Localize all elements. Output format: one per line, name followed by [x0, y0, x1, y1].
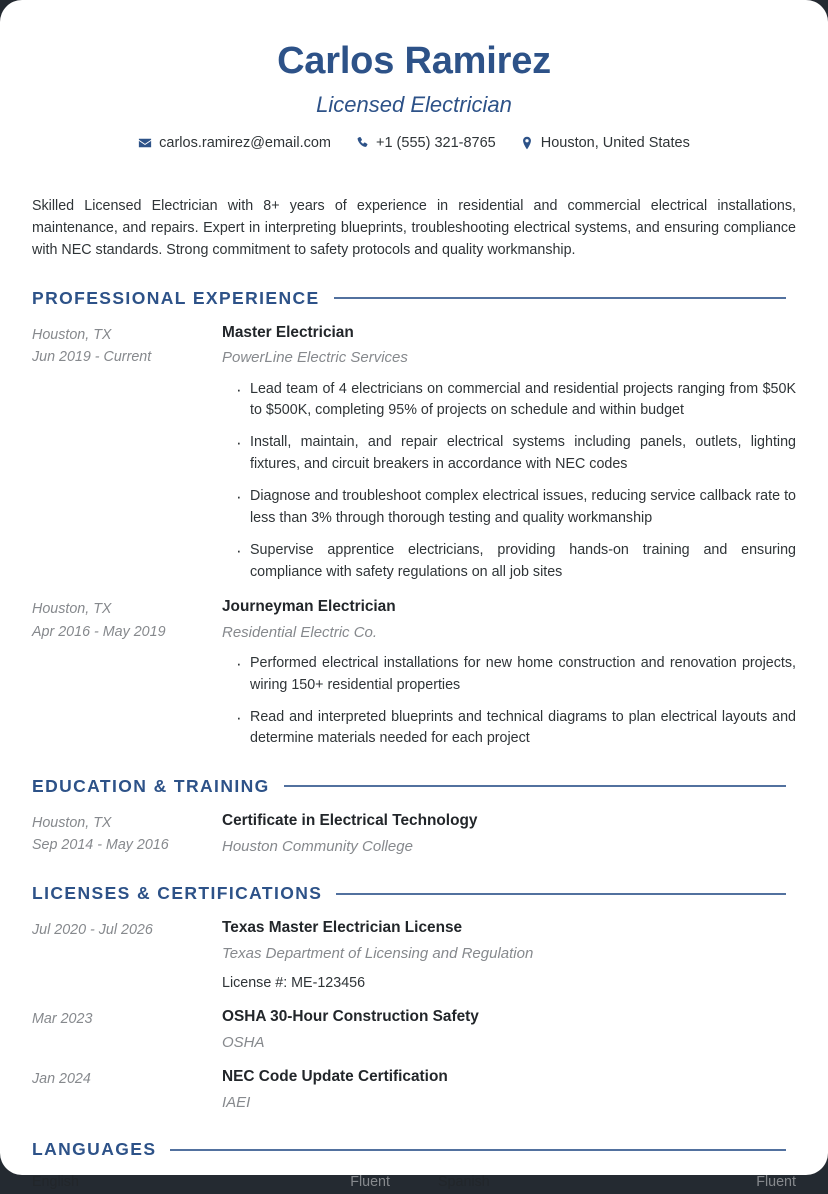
section-divider: [170, 1149, 786, 1151]
section-divider: [334, 297, 786, 299]
license-entry: [32, 918, 796, 993]
entry-meta: [32, 323, 222, 369]
license-entry: [32, 1007, 796, 1053]
entry-location: Houston, TX: [32, 601, 112, 618]
entry-organization: Houston Community College: [222, 837, 413, 855]
entry-body: [222, 918, 796, 993]
language-item: [32, 1172, 390, 1193]
entry-title: Texas Master Electrician License: [222, 919, 463, 937]
contact-email-text: carlos.ramirez@email.com: [159, 135, 331, 152]
envelope-icon: [138, 136, 152, 150]
experience-entry: [32, 597, 796, 750]
entry-organization: PowerLine Electric Services: [222, 349, 408, 367]
section-heading-languages: [32, 1139, 796, 1160]
resume-header: [32, 0, 796, 151]
map-pin-icon: [520, 136, 534, 150]
experience-entry: [32, 323, 796, 584]
job-title: Licensed Electrician: [316, 91, 512, 117]
entry-dates: Jan 2024: [32, 1071, 91, 1088]
section-professional-experience: [32, 288, 796, 750]
entry-body: [222, 811, 796, 857]
list-item: · Install, maintain, and repair electrical systems including panels, outlets, lighting fixtures, and circuit breakers in accordance with NEC codes: [236, 432, 796, 475]
entry-organization: IAEI: [222, 1093, 251, 1111]
entry-location: Houston, TX: [32, 326, 112, 343]
entry-meta: [32, 1007, 222, 1031]
section-title: LANGUAGES: [32, 1139, 157, 1160]
language-item: [438, 1172, 796, 1193]
contact-row: [32, 135, 796, 151]
list-item: · Lead team of 4 electricians on commercial and residential projects ranging from $50K to $500K, completing 95% of projects on schedule and within budget: [236, 379, 796, 422]
section-title: LICENSES & CERTIFICATIONS: [32, 883, 323, 904]
entry-title: Master Electrician: [222, 323, 354, 341]
entry-title: OSHA 30-Hour Construction Safety: [222, 1008, 479, 1026]
license-number: License #: ME-123456: [222, 975, 366, 992]
section-heading-licenses: [32, 883, 796, 904]
contact-phone-text: +1 (555) 321-8765: [376, 135, 496, 152]
section-title: EDUCATION & TRAINING: [32, 775, 270, 796]
list-item: · Performed electrical installations for new home construction and renovation projects, wiring 150+ residential properties: [236, 653, 796, 696]
entry-dates: Jul 2020 - Jul 2026: [32, 922, 153, 939]
languages-grid: [32, 1172, 796, 1193]
entry-meta: [32, 1067, 222, 1091]
entry-bullets: [222, 653, 796, 750]
entry-body: [222, 323, 796, 584]
entry-organization: Residential Electric Co.: [222, 623, 378, 641]
section-divider: [336, 893, 786, 895]
entry-title: Journeyman Electrician: [222, 598, 396, 616]
section-licenses-certifications: [32, 883, 796, 1113]
list-item: · Read and interpreted blueprints and technical diagrams to plan electrical layouts and determine materials needed for each project: [236, 707, 796, 750]
contact-email[interactable]: [138, 135, 331, 151]
entry-dates: Mar 2023: [32, 1011, 93, 1028]
summary-text: Skilled Licensed Electrician with 8+ years of experience in residential and commercial electrical installations, maintenance, and repairs. Expert in interpreting blueprints, troubleshooting electrical systems, and ensuring compliance with NEC standards. Strong commitment to safety protocols and quality workmanship.: [32, 198, 796, 259]
entry-body: [222, 1007, 796, 1053]
entry-organization: Texas Department of Licensing and Regulation: [222, 944, 534, 962]
education-entry: [32, 811, 796, 857]
entry-body: [222, 597, 796, 750]
language-level: Fluent: [756, 1174, 796, 1191]
language-level: Fluent: [350, 1174, 390, 1191]
entry-meta: [32, 918, 222, 942]
page-title: Carlos Ramirez: [277, 40, 551, 82]
entry-title: NEC Code Update Certification: [222, 1068, 448, 1086]
entry-body: [222, 1067, 796, 1113]
section-languages: [32, 1139, 796, 1193]
section-education-training: [32, 776, 796, 857]
entry-meta: [32, 597, 222, 643]
entry-dates: Sep 2014 - May 2016: [32, 837, 169, 854]
contact-location-text: Houston, United States: [540, 135, 690, 152]
list-item: · Diagnose and troubleshoot complex electrical issues, reducing service callback rate to less than 3% through thorough testing and quality workmanship: [236, 486, 796, 529]
entry-dates: Apr 2016 - May 2019: [32, 623, 166, 640]
contact-location[interactable]: [520, 135, 690, 151]
language-name: English: [32, 1174, 79, 1191]
section-heading-education: [32, 776, 796, 797]
phone-icon: [355, 136, 369, 150]
entry-organization: OSHA: [222, 1033, 265, 1051]
section-heading-experience: [32, 288, 796, 309]
section-divider: [284, 785, 786, 787]
section-title: PROFESSIONAL EXPERIENCE: [32, 287, 320, 308]
entry-dates: Jun 2019 - Current: [32, 349, 152, 366]
entry-location: Houston, TX: [32, 814, 112, 831]
entry-bullets: [222, 379, 796, 584]
license-entry: [32, 1067, 796, 1113]
contact-phone[interactable]: [355, 135, 496, 151]
entry-meta: [32, 811, 222, 857]
list-item: · Supervise apprentice electricians, providing hands-on training and ensuring compliance with safety regulations on all job sites: [236, 540, 796, 583]
entry-title: Certificate in Electrical Technology: [222, 811, 478, 829]
language-name: Spanish: [438, 1174, 490, 1191]
